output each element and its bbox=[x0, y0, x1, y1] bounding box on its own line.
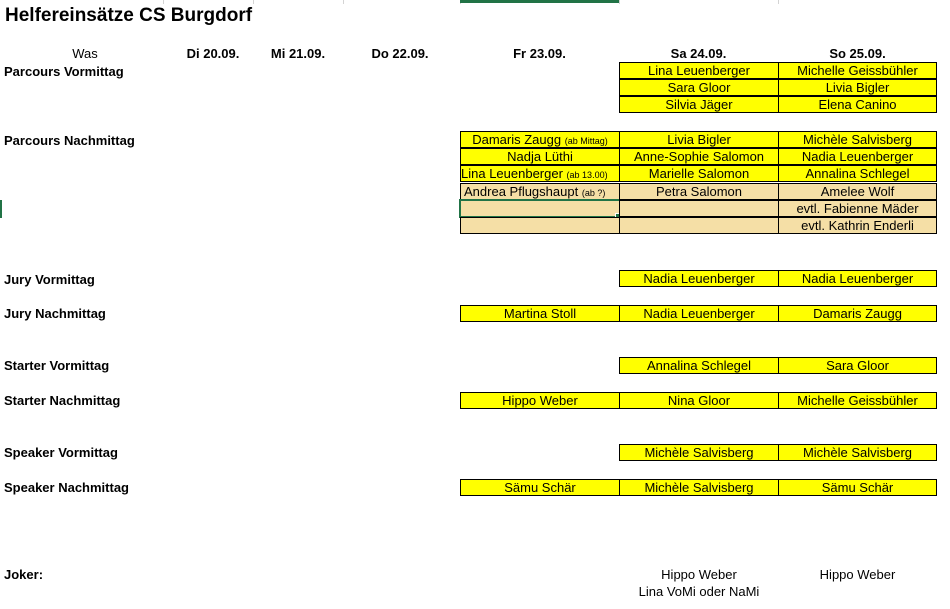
cell-sn-fr[interactable]: Hippo Weber bbox=[460, 392, 620, 409]
cell-sn-so[interactable]: Michelle Geissbühler bbox=[778, 392, 937, 409]
cell-jv-so[interactable]: Nadia Leuenberger bbox=[778, 270, 937, 287]
cell-joker-sa-2[interactable]: Lina VoMi oder NaMi bbox=[638, 584, 760, 599]
cell-note: (ab Mittag) bbox=[564, 136, 608, 146]
sheet-title: Helfereinsätze CS Burgdorf bbox=[5, 5, 253, 26]
row-label-starter-nachmittag: Starter Nachmittag bbox=[4, 393, 121, 408]
cell-pn-fr-6[interactable] bbox=[460, 217, 620, 234]
cell-pn-fr-1[interactable] bbox=[460, 131, 620, 148]
cell-spn-fr[interactable]: Sämu Schär bbox=[460, 479, 620, 496]
header-fr: Fr 23.09. bbox=[513, 46, 566, 61]
cell-pn-so-1[interactable]: Michèle Salvisberg bbox=[778, 131, 937, 148]
cell-spv-so[interactable]: Michèle Salvisberg bbox=[778, 444, 937, 461]
cell-pv-so-3[interactable]: Elena Canino bbox=[778, 96, 937, 113]
cell-jn-fr[interactable]: Martina Stoll bbox=[460, 305, 620, 322]
cell-pn-fr-3[interactable] bbox=[460, 165, 620, 182]
row-label-parcours-vormittag: Parcours Vormittag bbox=[4, 64, 124, 79]
cell-pn-so-3[interactable]: Annalina Schlegel bbox=[778, 165, 937, 182]
cell-sv-sa[interactable]: Annalina Schlegel bbox=[619, 357, 779, 374]
cell-name: Nadja Lüthi bbox=[507, 149, 573, 164]
selected-column-indicator bbox=[460, 0, 619, 3]
row-label-speaker-vormittag: Speaker Vormittag bbox=[4, 445, 118, 460]
row-label-speaker-nachmittag: Speaker Nachmittag bbox=[4, 480, 129, 495]
row-label-joker: Joker: bbox=[4, 567, 44, 582]
row-label-jury-vormittag: Jury Vormittag bbox=[4, 272, 95, 287]
header-was: Was bbox=[72, 46, 98, 61]
cell-pn-fr-5-selected[interactable] bbox=[460, 200, 620, 217]
cell-name: Lina Leuenberger bbox=[461, 166, 563, 181]
header-do: Do 22.09. bbox=[371, 46, 429, 61]
cell-pn-sa-6[interactable] bbox=[619, 217, 779, 234]
cell-pv-sa-2[interactable]: Sara Gloor bbox=[619, 79, 779, 96]
cell-pn-so-5[interactable]: evtl. Fabienne Mäder bbox=[778, 200, 937, 217]
cell-pn-sa-2[interactable]: Anne-Sophie Salomon bbox=[619, 148, 779, 165]
cell-jn-so[interactable]: Damaris Zaugg bbox=[778, 305, 937, 322]
cell-joker-sa-1[interactable]: Hippo Weber bbox=[661, 567, 737, 582]
cell-pn-fr-2[interactable] bbox=[460, 148, 620, 165]
row-label-starter-vormittag: Starter Vormittag bbox=[4, 358, 110, 373]
row-label-parcours-nachmittag: Parcours Nachmittag bbox=[4, 133, 135, 148]
cell-pv-sa-3[interactable]: Silvia Jäger bbox=[619, 96, 779, 113]
row-label-jury-nachmittag: Jury Nachmittag bbox=[4, 306, 106, 321]
cell-note: (ab ?) bbox=[581, 188, 606, 198]
cell-spv-sa[interactable]: Michèle Salvisberg bbox=[619, 444, 779, 461]
cell-pn-sa-1[interactable]: Livia Bigler bbox=[619, 131, 779, 148]
selected-row-indicator bbox=[0, 200, 2, 218]
cell-name: Andrea Pflugshaupt bbox=[464, 184, 579, 199]
cell-spn-so[interactable]: Sämu Schär bbox=[778, 479, 937, 496]
header-sa: Sa 24.09. bbox=[670, 46, 727, 61]
cell-joker-so[interactable]: Hippo Weber bbox=[819, 567, 896, 582]
cell-pv-sa-1[interactable]: Lina Leuenberger bbox=[619, 62, 779, 79]
cell-pv-so-1[interactable]: Michelle Geissbühler bbox=[778, 62, 937, 79]
cell-jn-sa[interactable]: Nadia Leuenberger bbox=[619, 305, 779, 322]
cell-jv-sa[interactable]: Nadia Leuenberger bbox=[619, 270, 779, 287]
cell-sn-sa[interactable]: Nina Gloor bbox=[619, 392, 779, 409]
cell-spn-sa[interactable]: Michèle Salvisberg bbox=[619, 479, 779, 496]
cell-note: (ab 13.00) bbox=[566, 170, 608, 180]
cell-pn-sa-4[interactable]: Petra Salomon bbox=[619, 183, 779, 200]
cell-pn-so-4[interactable]: Amelee Wolf bbox=[778, 183, 937, 200]
cell-pv-so-2[interactable]: Livia Bigler bbox=[778, 79, 937, 96]
header-mi: Mi 21.09. bbox=[270, 46, 326, 61]
cell-pn-sa-3[interactable]: Marielle Salomon bbox=[619, 165, 779, 182]
header-di: Di 20.09. bbox=[186, 46, 240, 61]
cell-pn-so-6[interactable]: evtl. Kathrin Enderli bbox=[778, 217, 937, 234]
cell-pn-fr-4[interactable] bbox=[460, 183, 620, 200]
cell-sv-so[interactable]: Sara Gloor bbox=[778, 357, 937, 374]
header-so: So 25.09. bbox=[829, 46, 886, 61]
cell-name: Damaris Zaugg bbox=[472, 132, 562, 147]
cell-pn-sa-5[interactable] bbox=[619, 200, 779, 217]
cell-pn-so-2[interactable]: Nadia Leuenberger bbox=[778, 148, 937, 165]
